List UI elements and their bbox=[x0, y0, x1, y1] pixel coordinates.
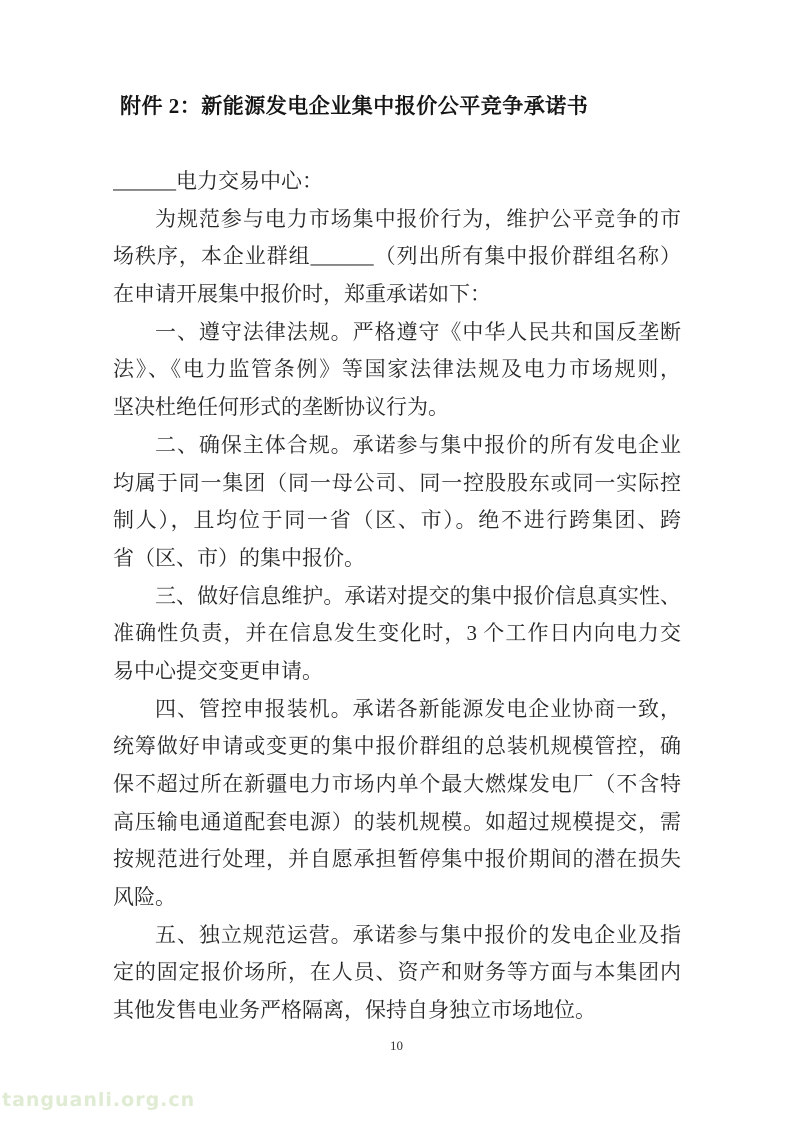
text-line: 其他发售电业务严格隔离，保持自身独立市场地位。 bbox=[113, 998, 596, 1023]
text-line: 按规范进行处理，并自愿承担暂停集中报价期间的潜在损失 bbox=[113, 847, 681, 872]
text-line: 二、确保主体合规。承诺参与集中报价的所有发电企业 bbox=[155, 432, 681, 457]
text-line: 省（区、市）的集中报价。 bbox=[113, 545, 365, 570]
text-line: 在申请开展集中报价时，郑重承诺如下： bbox=[113, 282, 491, 307]
text-line: 一、遵守法律法规。严格遵守《中华人民共和国反垄断 bbox=[155, 319, 681, 344]
text-line: 场秩序，本企业群组______（列出所有集中报价群组名称） bbox=[113, 244, 681, 269]
text-line: 为规范参与电力市场集中报价行为，维护公平竞争的市 bbox=[155, 206, 681, 231]
text-line: ______电力交易中心： bbox=[113, 169, 323, 193]
text-line: 制人），且均位于同一省（区、市）。绝不进行跨集团、跨 bbox=[113, 508, 681, 533]
text-line: 准确性负责，并在信息发生变化时，3 个工作日内向电力交 bbox=[113, 621, 681, 646]
watermark: tanguanli.org.cn bbox=[2, 1089, 196, 1111]
text-line: 易中心提交变更申请。 bbox=[113, 658, 323, 683]
text-line: 三、做好信息维护。承诺对提交的集中报价信息真实性、 bbox=[155, 583, 681, 608]
text-line: 高压输电通道配套电源）的装机规模。如超过规模提交，需 bbox=[113, 809, 681, 834]
text-line: 均属于同一集团（同一母公司、同一控股股东或同一实际控 bbox=[113, 470, 681, 495]
text-line: 五、独立规范运营。承诺参与集中报价的发电企业及指 bbox=[155, 922, 681, 947]
text-line: 法》、《电力监管条例》等国家法律法规及电力市场规则， bbox=[113, 357, 681, 382]
text-line: 保不超过所在新疆电力市场内单个最大燃煤发电厂（不含特 bbox=[113, 772, 681, 796]
page-number: 10 bbox=[390, 1038, 403, 1053]
text-line: 坚决杜绝任何形式的垄断协议行为。 bbox=[113, 395, 449, 420]
document-body bbox=[113, 163, 681, 1030]
text-line: 统筹做好申请或变更的集中报价群组的总装机规模管控，确 bbox=[113, 734, 681, 759]
attachment-title: 附件 2：新能源发电企业集中报价公平竞争承诺书 bbox=[120, 94, 589, 118]
text-line: 定的固定报价场所，在人员、资产和财务等方面与本集团内 bbox=[113, 960, 681, 985]
text-line: 四、管控申报装机。承诺各新能源发电企业协商一致， bbox=[155, 696, 681, 721]
text-line: 风险。 bbox=[113, 885, 176, 910]
